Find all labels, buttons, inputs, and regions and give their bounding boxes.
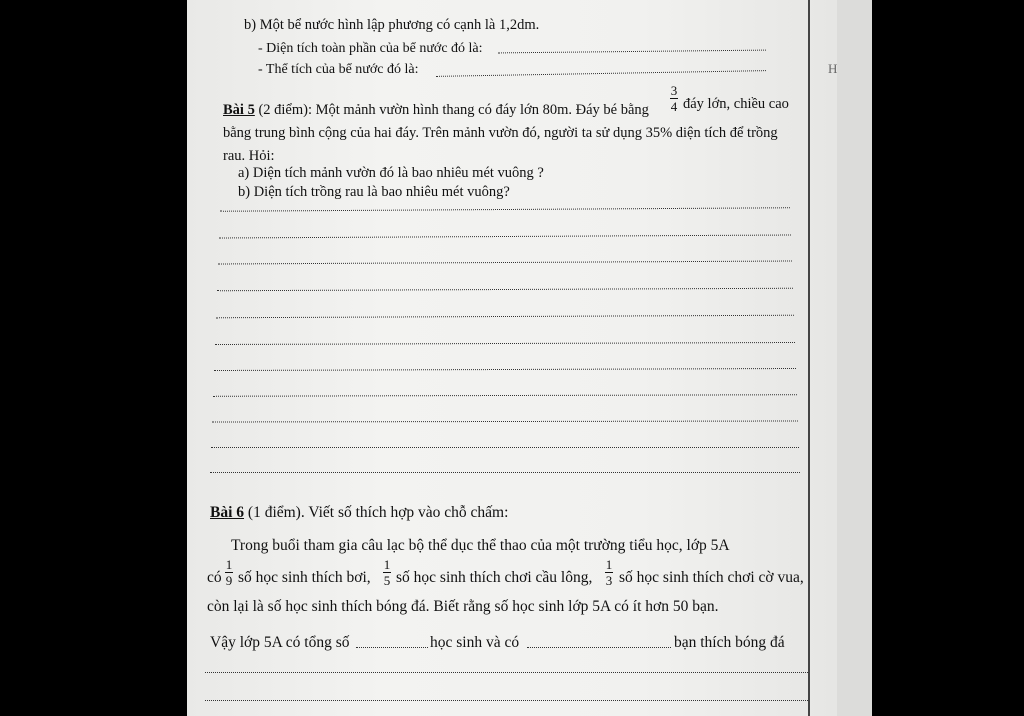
bai6-label: Bài 6 xyxy=(210,504,245,521)
bai5-text: (2 điểm): Một mảnh vườn hình thang có đáy lớn 80m. Đáy bé bằng xyxy=(254,102,649,118)
fraction-one-third xyxy=(605,558,613,587)
bai6-segment3: số học sinh thích chơi cờ vua, xyxy=(619,569,804,586)
bai6-answer-line[interactable] xyxy=(205,700,808,701)
frac2-num: 1 xyxy=(383,557,391,572)
bai5-heading xyxy=(223,101,649,119)
adjacent-page-letter: H xyxy=(828,61,838,76)
bai5-line3: rau. Hỏi: xyxy=(223,148,275,164)
bai4b-volume-label: - Thể tích của bể nước đó là: xyxy=(258,62,419,77)
fraction-one-ninth xyxy=(225,558,233,587)
bai6-title: (1 điểm). Viết số thích hợp vào chỗ chấm: xyxy=(244,504,509,521)
bai5-question-b: b) Diện tích trồng rau là bao nhiêu mét vuông? xyxy=(238,184,510,200)
frac1-num: 1 xyxy=(225,557,233,572)
frac2-den: 5 xyxy=(383,573,391,588)
frac3-num: 1 xyxy=(605,557,613,572)
bai6-answer-line[interactable] xyxy=(205,672,808,673)
bai6-segment2: số học sinh thích chơi cầu lông, xyxy=(396,569,593,586)
bai6-paragraph-line3: còn lại là số học sinh thích bóng đá. Biết rằng số học sinh lớp 5A có ít hơn 50 bạn. xyxy=(207,598,719,615)
bai6-answer-text-b: học sinh và có xyxy=(430,634,520,651)
bai5-frac-den: 4 xyxy=(670,99,678,114)
bai6-segment1: số học sinh thích bơi, xyxy=(238,569,371,586)
football-students-blank[interactable] xyxy=(527,647,671,648)
bai5-answer-line[interactable] xyxy=(210,472,800,473)
bai6-answer-text-a: Vậy lớp 5A có tổng số xyxy=(210,634,350,651)
bai6-co: có xyxy=(207,569,222,586)
total-students-blank[interactable] xyxy=(356,647,428,648)
bai5-label: Bài 5 xyxy=(223,102,255,118)
bai5-text-after: đáy lớn, chiều cao xyxy=(683,96,789,112)
bai5-question-a: a) Diện tích mảnh vườn đó là bao nhiêu mét vuông ? xyxy=(238,165,544,181)
adjacent-page-edge xyxy=(828,0,872,716)
bai6-paragraph-line1: Trong buổi tham gia câu lạc bộ thể dục thể thao của một trường tiểu học, lớp 5A xyxy=(231,537,730,554)
page-margin-line xyxy=(808,0,810,716)
bai5-line2: bằng trung bình cộng của hai đáy. Trên mảnh vườn đó, người ta sử dụng 35% diện tích để trồng xyxy=(223,125,778,141)
frac1-den: 9 xyxy=(225,573,233,588)
bai6-heading xyxy=(210,504,508,522)
bai4b-question: b) Một bể nước hình lập phương có cạnh là 1,2dm. xyxy=(244,17,540,33)
bai5-fraction xyxy=(670,84,678,113)
bai4b-area-label: - Diện tích toàn phần của bể nước đó là: xyxy=(258,41,483,56)
bai5-answer-line[interactable] xyxy=(211,447,799,448)
bai6-answer-text-c: bạn thích bóng đá xyxy=(674,634,785,651)
fraction-one-fifth xyxy=(383,558,391,587)
frac3-den: 3 xyxy=(605,573,613,588)
bai5-frac-num: 3 xyxy=(670,83,678,98)
